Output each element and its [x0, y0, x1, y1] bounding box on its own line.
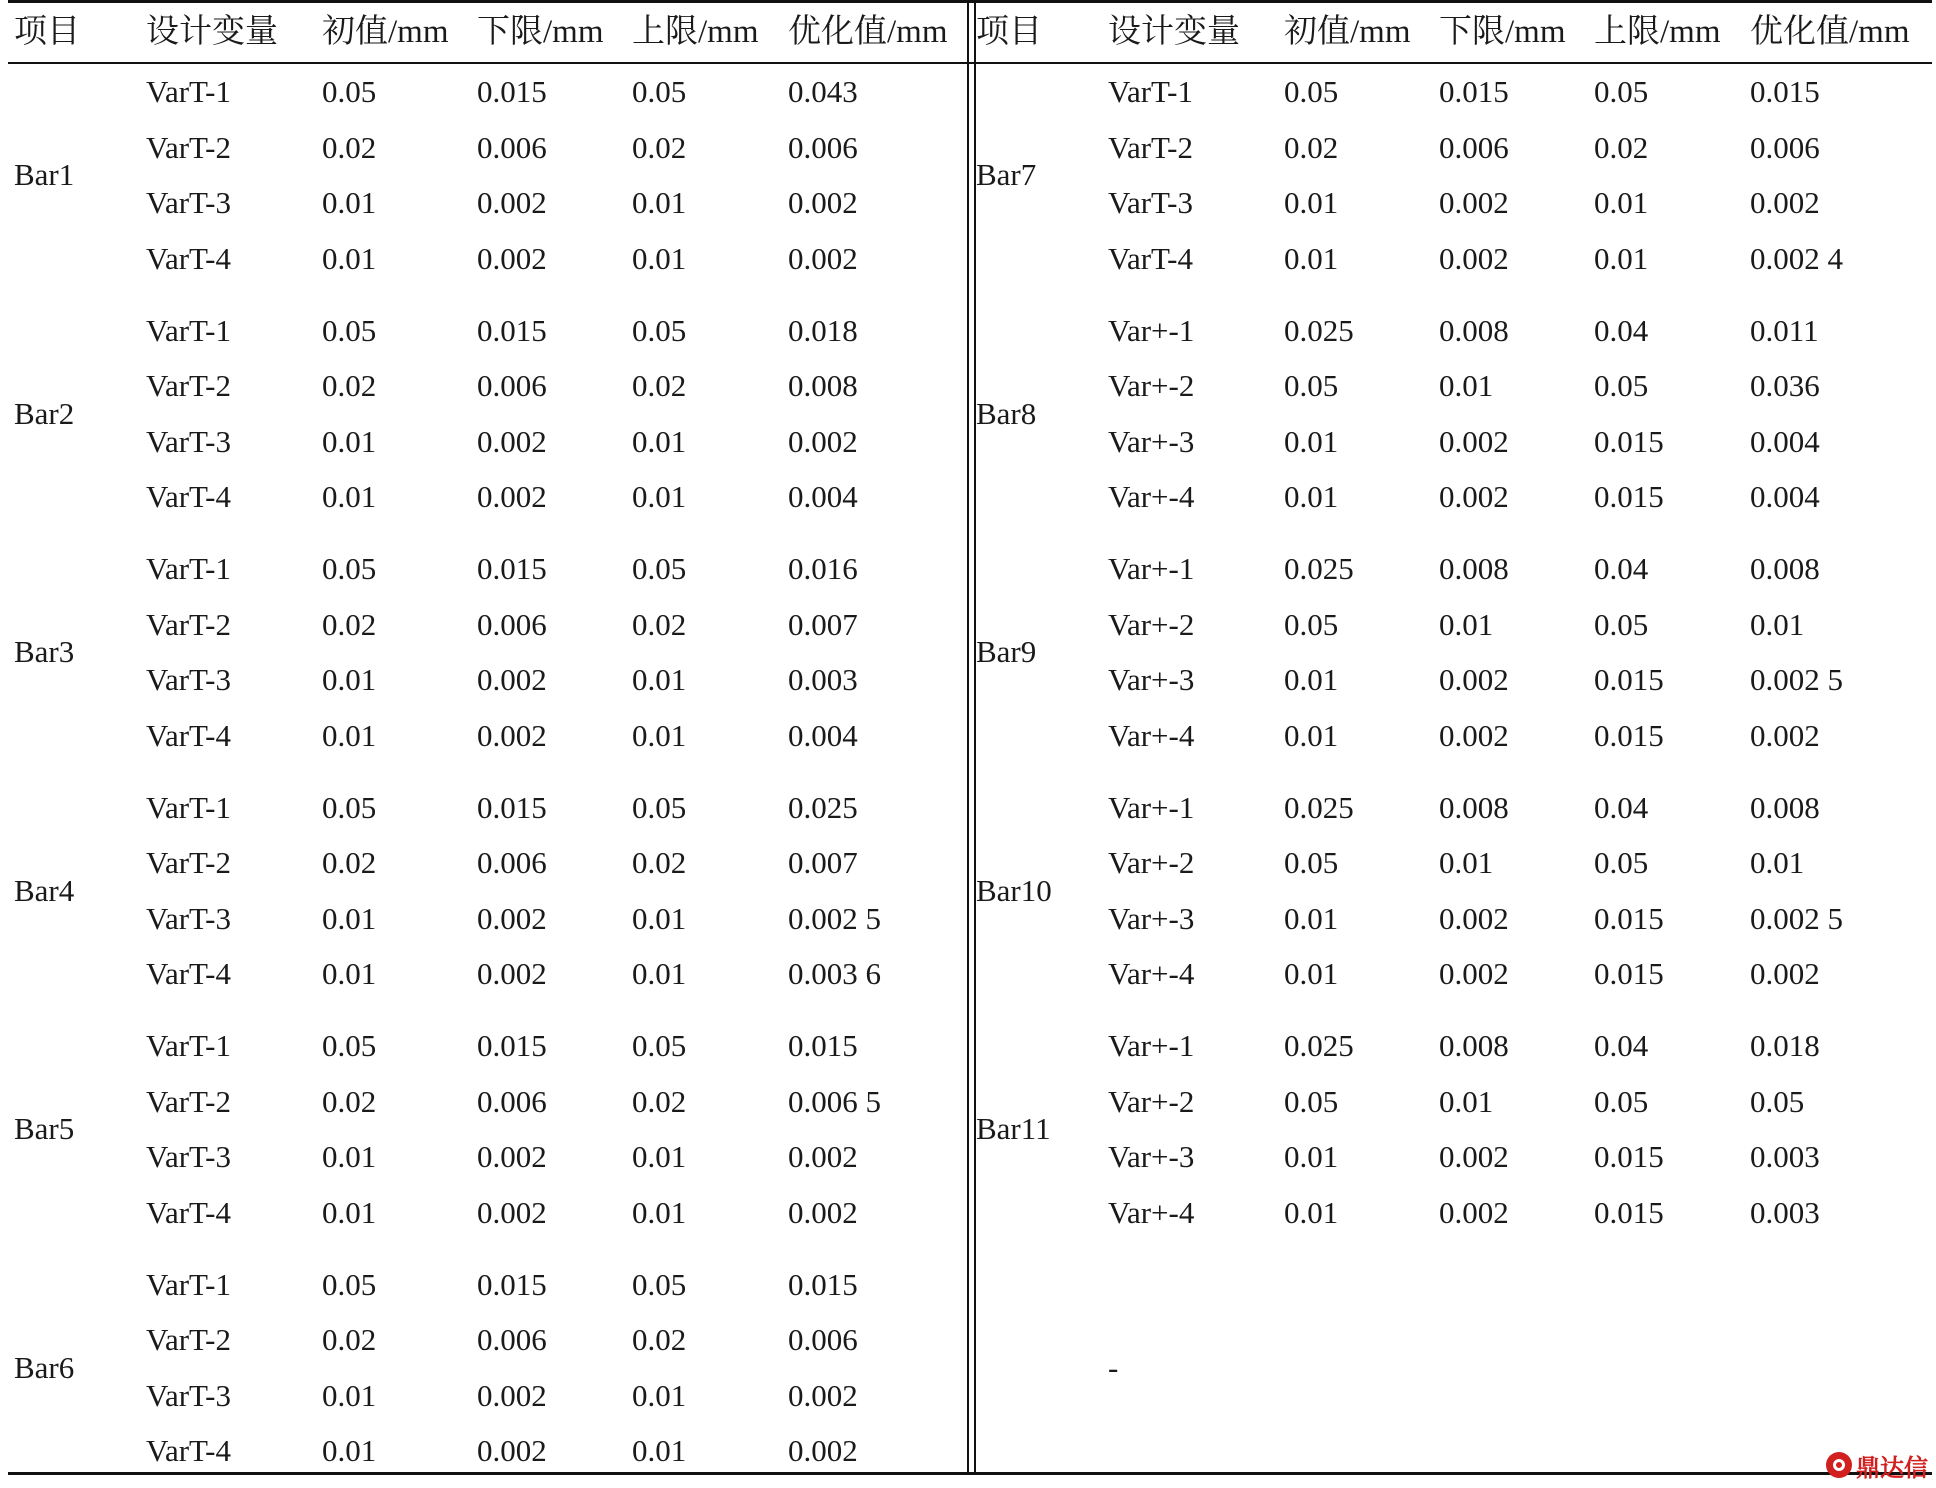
- left-table-cell: 0.015: [477, 789, 547, 825]
- right-table-cell: 0.002: [1439, 1139, 1509, 1174]
- right-table-cell: 0.05: [1284, 606, 1339, 642]
- right-table-cell: 0.01: [1439, 368, 1494, 403]
- right-table-cell: Var+-3: [1108, 1139, 1195, 1174]
- left-table-cell: VarT-1: [146, 551, 231, 586]
- left-table-cell: 0.01: [632, 1194, 687, 1230]
- right-table-cell: 0.002: [1439, 479, 1509, 514]
- right-group-item: Bar9: [976, 634, 1037, 670]
- right-table-cell: 0.015: [1594, 479, 1664, 514]
- right-table-cell: VarT-3: [1108, 185, 1193, 220]
- left-table-cell: 0.01: [632, 956, 687, 991]
- right-table-cell: 0.004: [1750, 423, 1820, 459]
- right-table-cell: 0.002: [1439, 717, 1509, 753]
- table-top-rule: [8, 0, 1932, 3]
- right-table-cell: Var+-1: [1108, 551, 1195, 586]
- left-table-cell: 0.02: [632, 368, 687, 403]
- left-table-cell: 0.05: [632, 1266, 687, 1302]
- right-table-cell: 0.006: [1750, 129, 1820, 165]
- right-table-cell: 0.01: [1750, 606, 1805, 642]
- right-table-cell: 0.015: [1594, 900, 1664, 936]
- right-table-cell: 0.015: [1439, 74, 1509, 109]
- right-table-cell: 0.05: [1594, 845, 1649, 880]
- left-group-item: Bar4: [14, 872, 75, 908]
- left-table-cell: VarT-3: [146, 1377, 231, 1413]
- left-table-cell: 0.01: [632, 240, 687, 276]
- right-table-cell: Var+-4: [1108, 717, 1195, 753]
- left-table-cell: 0.01: [632, 185, 687, 220]
- left-table-cell: 0.05: [322, 74, 377, 109]
- left-table-cell: 0.02: [322, 845, 377, 880]
- left-table-cell: 0.002: [788, 1377, 858, 1413]
- right-table-cell: 0.01: [1750, 845, 1805, 880]
- right-table-cell: 0.01: [1284, 240, 1339, 276]
- left-table-cell: 0.05: [322, 551, 377, 586]
- left-group-item: Bar6: [14, 1349, 75, 1385]
- left-table-cell: 0.006 5: [788, 1083, 881, 1119]
- right-group-item: Bar10: [976, 872, 1052, 908]
- left-table-cell: 0.01: [632, 900, 687, 936]
- right-table-cell: 0.025: [1284, 1028, 1354, 1063]
- right-table-cell: 0.015: [1594, 956, 1664, 991]
- left-table-cell: 0.002: [477, 185, 547, 220]
- right-table-cell: 0.008: [1439, 789, 1509, 825]
- right-table-cell: 0.004: [1750, 479, 1820, 514]
- right-table-cell: 0.05: [1284, 368, 1339, 403]
- right-table-cell: 0.02: [1284, 129, 1339, 165]
- right-table-cell: Var+-1: [1108, 1028, 1195, 1063]
- left-table-cell: 0.003 6: [788, 956, 881, 991]
- right-table-cell: Var+-4: [1108, 479, 1195, 514]
- right-table-cell: 0.05: [1750, 1083, 1805, 1119]
- right-table-cell: Var+-4: [1108, 1194, 1195, 1230]
- left-table-cell: VarT-3: [146, 185, 231, 220]
- left-table-cell: 0.01: [322, 479, 377, 514]
- left-table-cell: 0.002: [477, 956, 547, 991]
- left-table-cell: 0.01: [322, 1194, 377, 1230]
- right-table-cell: 0.015: [1750, 74, 1820, 109]
- left-group-item: Bar3: [14, 634, 75, 670]
- right-table-cell: 0.006: [1439, 129, 1509, 165]
- left-group-item: Bar5: [14, 1111, 75, 1147]
- left-table-cell: 0.015: [477, 74, 547, 109]
- right-table-cell: 0.015: [1594, 662, 1664, 697]
- left-table-cell: 0.007: [788, 845, 858, 880]
- right-table-cell: Var+-2: [1108, 606, 1195, 642]
- left-table-cell: VarT-4: [146, 1433, 231, 1468]
- right-table-cell: 0.008: [1750, 789, 1820, 825]
- left-table-cell: 0.002: [477, 423, 547, 459]
- left-table-cell: 0.008: [788, 368, 858, 403]
- right-table-cell: 0.01: [1439, 845, 1494, 880]
- left-table-cell: VarT-4: [146, 479, 231, 514]
- left-table-cell: 0.02: [322, 1322, 377, 1357]
- right-table-cell: 0.01: [1284, 662, 1339, 697]
- left-header-5: 优化值/mm: [788, 14, 948, 50]
- right-table-cell: Var+-2: [1108, 368, 1195, 403]
- left-table-cell: 0.05: [322, 1028, 377, 1063]
- left-table-cell: VarT-1: [146, 312, 231, 348]
- left-table-cell: 0.01: [322, 662, 377, 697]
- right-table-cell: 0.04: [1594, 312, 1649, 348]
- left-table-cell: 0.002: [477, 240, 547, 276]
- left-table-cell: 0.003: [788, 662, 858, 697]
- left-table-cell: 0.02: [632, 845, 687, 880]
- left-table-cell: VarT-1: [146, 74, 231, 109]
- right-table-cell: 0.05: [1594, 368, 1649, 403]
- left-table-cell: 0.01: [322, 423, 377, 459]
- right-table-cell: 0.002: [1439, 423, 1509, 459]
- left-table-cell: VarT-2: [146, 1083, 231, 1119]
- left-table-cell: 0.006: [788, 129, 858, 165]
- right-table-cell: 0.01: [1284, 423, 1339, 459]
- right-table-cell: Var+-1: [1108, 312, 1195, 348]
- left-table-cell: VarT-4: [146, 240, 231, 276]
- left-table-cell: 0.01: [322, 717, 377, 753]
- left-table-cell: VarT-2: [146, 845, 231, 880]
- right-table-cell: Var+-1: [1108, 789, 1195, 825]
- left-table-cell: VarT-3: [146, 900, 231, 936]
- left-table-cell: 0.015: [477, 312, 547, 348]
- left-table-cell: 0.01: [322, 956, 377, 991]
- left-table-cell: 0.015: [477, 551, 547, 586]
- table-center-divider-right: [974, 0, 976, 1475]
- left-header-2: 初值/mm: [322, 14, 449, 50]
- table-header-rule: [8, 62, 1932, 64]
- left-table-cell: 0.002: [477, 717, 547, 753]
- left-table-cell: 0.004: [788, 479, 858, 514]
- right-table-cell: 0.04: [1594, 1028, 1649, 1063]
- left-table-cell: 0.05: [632, 1028, 687, 1063]
- left-table-cell: 0.006: [477, 1083, 547, 1119]
- left-group-item: Bar2: [14, 395, 75, 431]
- left-table-cell: VarT-2: [146, 1322, 231, 1357]
- left-table-cell: 0.015: [477, 1266, 547, 1302]
- left-table-cell: 0.01: [632, 662, 687, 697]
- left-table-cell: 0.01: [632, 423, 687, 459]
- left-table-cell: 0.01: [322, 240, 377, 276]
- right-table-cell: 0.002: [1439, 662, 1509, 697]
- watermark-text: 鼎达信: [1856, 1453, 1928, 1482]
- right-table-cell: Var+-3: [1108, 423, 1195, 459]
- right-table-cell: 0.01: [1284, 1194, 1339, 1230]
- right-table-cell: 0.002: [1750, 185, 1820, 220]
- right-table-cell: 0.05: [1594, 1083, 1649, 1119]
- left-table-cell: VarT-3: [146, 662, 231, 697]
- right-header-4: 上限/mm: [1594, 14, 1721, 50]
- right-table-cell: 0.04: [1594, 789, 1649, 825]
- right-empty-placeholder: -: [1108, 1349, 1119, 1385]
- right-table-cell: 0.015: [1594, 1194, 1664, 1230]
- left-header-0: 项目: [14, 14, 80, 50]
- left-table-cell: 0.015: [788, 1266, 858, 1302]
- right-table-cell: Var+-4: [1108, 956, 1195, 991]
- right-table-cell: VarT-4: [1108, 240, 1193, 276]
- left-table-cell: 0.05: [632, 789, 687, 825]
- left-table-cell: 0.006: [477, 368, 547, 403]
- table-bottom-rule: [8, 1472, 1932, 1475]
- left-table-cell: 0.006: [788, 1322, 858, 1357]
- right-table-cell: 0.008: [1439, 551, 1509, 586]
- right-header-2: 初值/mm: [1284, 14, 1411, 50]
- left-table-cell: 0.05: [322, 312, 377, 348]
- left-table-cell: 0.002 5: [788, 900, 881, 936]
- right-table-cell: 0.002: [1750, 717, 1820, 753]
- left-table-cell: 0.01: [322, 185, 377, 220]
- left-table-cell: 0.01: [632, 1433, 687, 1468]
- left-table-cell: 0.018: [788, 312, 858, 348]
- left-table-cell: 0.02: [632, 129, 687, 165]
- left-table-cell: 0.007: [788, 606, 858, 642]
- right-header-5: 优化值/mm: [1750, 14, 1910, 50]
- right-table-cell: 0.011: [1750, 312, 1819, 348]
- right-table-cell: 0.002: [1439, 956, 1509, 991]
- right-table-cell: 0.01: [1439, 606, 1494, 642]
- left-table-cell: 0.01: [632, 479, 687, 514]
- left-table-cell: 0.015: [477, 1028, 547, 1063]
- right-table-cell: Var+-3: [1108, 662, 1195, 697]
- left-table-cell: VarT-4: [146, 717, 231, 753]
- left-table-cell: VarT-2: [146, 368, 231, 403]
- left-table-cell: 0.01: [322, 1433, 377, 1468]
- right-table-cell: 0.003: [1750, 1139, 1820, 1174]
- left-table-cell: 0.01: [632, 717, 687, 753]
- right-table-cell: 0.002: [1439, 1194, 1509, 1230]
- left-table-cell: 0.006: [477, 606, 547, 642]
- right-table-cell: 0.008: [1439, 1028, 1509, 1063]
- left-table-cell: VarT-4: [146, 956, 231, 991]
- left-table-cell: 0.002: [788, 1139, 858, 1174]
- right-table-cell: 0.025: [1284, 312, 1354, 348]
- right-table-cell: 0.05: [1594, 606, 1649, 642]
- table-center-divider-left: [967, 0, 969, 1475]
- left-table-cell: 0.002: [477, 662, 547, 697]
- left-table-cell: 0.002: [788, 1194, 858, 1230]
- left-table-cell: 0.01: [322, 900, 377, 936]
- left-table-cell: VarT-2: [146, 129, 231, 165]
- left-table-cell: 0.05: [322, 1266, 377, 1302]
- left-table-cell: VarT-2: [146, 606, 231, 642]
- right-table-cell: 0.05: [1284, 74, 1339, 109]
- right-table-cell: 0.01: [1284, 717, 1339, 753]
- left-table-cell: 0.02: [322, 368, 377, 403]
- right-table-cell: Var+-2: [1108, 1083, 1195, 1119]
- right-table-cell: 0.04: [1594, 551, 1649, 586]
- right-header-1: 设计变量: [1108, 14, 1240, 50]
- right-table-cell: 0.01: [1284, 956, 1339, 991]
- right-group-item: Bar7: [976, 157, 1037, 193]
- left-table-cell: 0.01: [632, 1377, 687, 1413]
- right-table-cell: 0.02: [1594, 129, 1649, 165]
- left-table-cell: 0.002: [477, 1139, 547, 1174]
- left-table-cell: 0.006: [477, 129, 547, 165]
- left-table-cell: 0.025: [788, 789, 858, 825]
- right-table-cell: 0.05: [1594, 74, 1649, 109]
- right-header-0: 项目: [976, 14, 1042, 50]
- right-table-cell: 0.002 5: [1750, 662, 1843, 697]
- right-table-cell: 0.018: [1750, 1028, 1820, 1063]
- right-table-cell: 0.01: [1594, 185, 1649, 220]
- right-table-cell: Var+-2: [1108, 845, 1195, 880]
- left-table-cell: 0.002: [477, 1377, 547, 1413]
- left-table-cell: VarT-3: [146, 1139, 231, 1174]
- right-table-cell: 0.036: [1750, 368, 1820, 403]
- left-table-cell: 0.002: [788, 240, 858, 276]
- right-group-item: Bar8: [976, 395, 1037, 431]
- left-table-cell: VarT-1: [146, 1266, 231, 1302]
- right-table-cell: 0.015: [1594, 423, 1664, 459]
- left-table-cell: 0.002: [788, 1433, 858, 1468]
- left-table-cell: 0.004: [788, 717, 858, 753]
- right-table-cell: 0.05: [1284, 1083, 1339, 1119]
- right-table-cell: Var+-3: [1108, 900, 1195, 936]
- left-table-cell: 0.02: [632, 1083, 687, 1119]
- watermark: [1826, 1450, 1928, 1480]
- right-table-cell: 0.01: [1594, 240, 1649, 276]
- right-table-cell: 0.025: [1284, 551, 1354, 586]
- left-table-cell: 0.002: [788, 185, 858, 220]
- left-table-cell: 0.05: [632, 74, 687, 109]
- left-table-cell: 0.01: [322, 1377, 377, 1413]
- left-table-cell: 0.043: [788, 74, 858, 109]
- left-table-cell: 0.002: [477, 900, 547, 936]
- left-table-cell: VarT-1: [146, 1028, 231, 1063]
- right-table-cell: 0.002: [1439, 185, 1509, 220]
- left-table-cell: 0.02: [322, 1083, 377, 1119]
- left-group-item: Bar1: [14, 157, 75, 193]
- left-table-cell: 0.002: [788, 423, 858, 459]
- right-table-cell: 0.002: [1439, 240, 1509, 276]
- left-table-cell: 0.015: [788, 1028, 858, 1063]
- left-table-cell: 0.02: [322, 129, 377, 165]
- watermark-logo-icon: [1826, 1452, 1852, 1478]
- left-table-cell: 0.006: [477, 845, 547, 880]
- left-table-cell: 0.006: [477, 1322, 547, 1357]
- right-table-cell: 0.002 5: [1750, 900, 1843, 936]
- right-table-cell: 0.01: [1284, 900, 1339, 936]
- right-header-3: 下限/mm: [1439, 14, 1566, 50]
- right-table-cell: 0.002 4: [1750, 240, 1843, 276]
- right-table-cell: 0.002: [1439, 900, 1509, 936]
- left-table-cell: 0.02: [632, 1322, 687, 1357]
- left-table-cell: 0.05: [322, 789, 377, 825]
- right-table-cell: VarT-1: [1108, 74, 1193, 109]
- right-table-cell: 0.01: [1439, 1083, 1494, 1119]
- right-table-cell: 0.01: [1284, 479, 1339, 514]
- left-table-cell: 0.01: [632, 1139, 687, 1174]
- left-table-cell: 0.002: [477, 1433, 547, 1468]
- left-table-cell: 0.016: [788, 551, 858, 586]
- left-header-1: 设计变量: [146, 14, 278, 50]
- right-table-cell: 0.025: [1284, 789, 1354, 825]
- left-table-cell: 0.02: [632, 606, 687, 642]
- left-table-cell: 0.002: [477, 1194, 547, 1230]
- left-table-cell: VarT-4: [146, 1194, 231, 1230]
- left-table-cell: 0.05: [632, 312, 687, 348]
- right-table-cell: 0.003: [1750, 1194, 1820, 1230]
- left-table-cell: 0.02: [322, 606, 377, 642]
- left-table-cell: VarT-3: [146, 423, 231, 459]
- right-table-cell: 0.01: [1284, 185, 1339, 220]
- right-table-cell: 0.05: [1284, 845, 1339, 880]
- left-table-cell: 0.01: [322, 1139, 377, 1174]
- right-table-cell: 0.008: [1750, 551, 1820, 586]
- right-table-cell: 0.002: [1750, 956, 1820, 991]
- right-table-cell: VarT-2: [1108, 129, 1193, 165]
- right-table-cell: 0.01: [1284, 1139, 1339, 1174]
- right-table-cell: 0.015: [1594, 717, 1664, 753]
- right-table-cell: 0.008: [1439, 312, 1509, 348]
- right-group-item: Bar11: [976, 1111, 1051, 1147]
- right-table-cell: 0.015: [1594, 1139, 1664, 1174]
- left-table-cell: 0.05: [632, 551, 687, 586]
- left-header-4: 上限/mm: [632, 14, 759, 50]
- left-header-3: 下限/mm: [477, 14, 604, 50]
- left-table-cell: VarT-1: [146, 789, 231, 825]
- left-table-cell: 0.002: [477, 479, 547, 514]
